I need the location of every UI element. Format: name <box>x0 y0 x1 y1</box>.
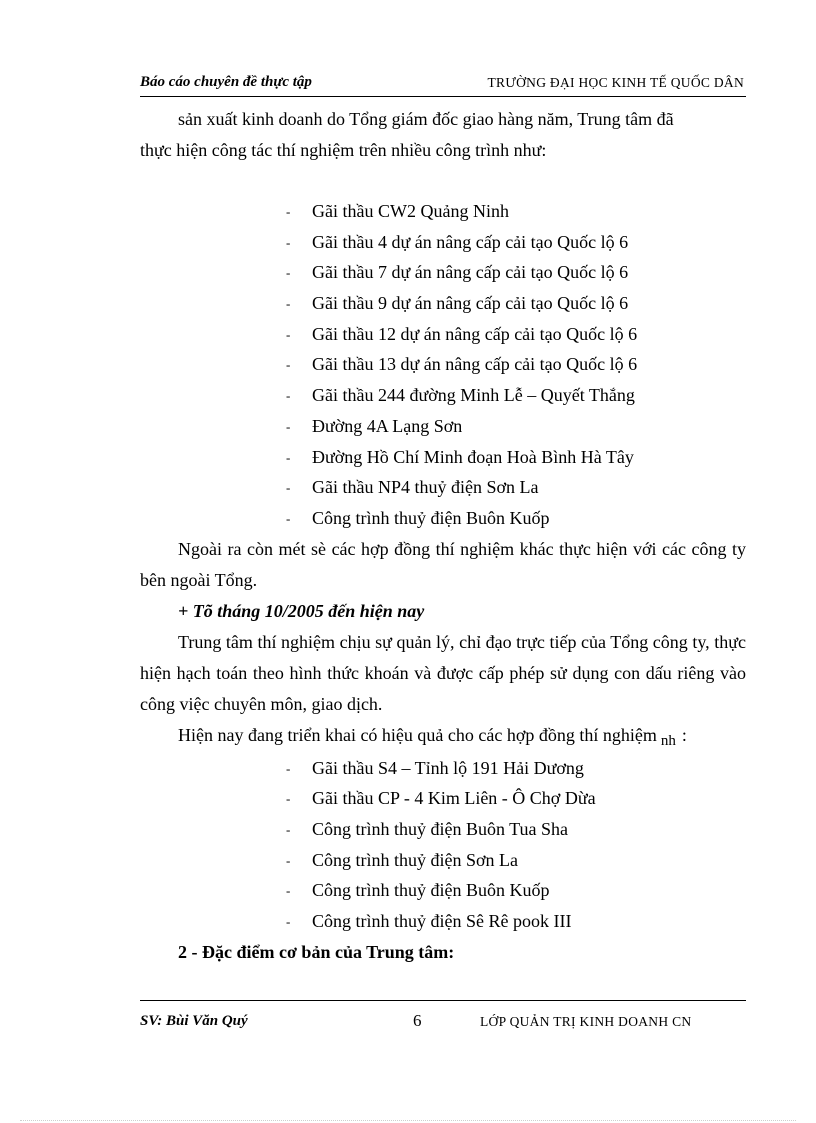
page-header <box>140 72 746 97</box>
project-list-2 <box>140 753 746 937</box>
section-heading-2: 2 - Đặc điểm cơ bản của Trung tâm: <box>178 941 455 962</box>
list-item: - Gãi thầu NP4 thuỷ điện Sơn La <box>140 472 746 503</box>
list-item: - Gãi thầu 244 đường Minh Lễ – Quyết Thắng <box>140 380 746 411</box>
bullet-dash: - <box>286 883 291 899</box>
paragraph-management: Trung tâm thí nghiệm chịu sự quản lý, chỉ đạo trực tiếp của Tổng công ty, thực hiện hạch toán theo hình thức khoán và được cấp phép sử dụng con dấu riêng vào công việc chuyên môn, giao dịch. <box>140 631 746 714</box>
bullet-dash: - <box>286 791 291 807</box>
header-university: TRƯỜNG ĐẠI HỌC KINH TẾ QUỐC DÂN <box>487 75 744 90</box>
list-item: - Đường 4A Lạng Sơn <box>140 411 746 442</box>
list-item: - Gãi thầu 9 dự án nâng cấp cải tạo Quốc lộ 6 <box>140 288 746 319</box>
header-report-title: Báo cáo chuyên đề thực tập <box>140 74 312 90</box>
page-number: 6 <box>413 1011 422 1030</box>
paragraph-other-contracts: Ngoài ra còn mét sè các hợp đồng thí nghiệm khác thực hiện với các công ty bên ngoài Tổng. <box>140 538 746 590</box>
bullet-dash: - <box>286 357 291 373</box>
footer-class-name: LỚP QUẢN TRỊ KINH DOANH CN <box>480 1014 692 1029</box>
bullet-dash: - <box>286 326 291 342</box>
subscript-nh: nh <box>660 732 676 749</box>
bullet-dash: - <box>286 449 291 465</box>
list-item: - Gãi thầu 12 dự án nâng cấp cải tạo Quốc lộ 6 <box>140 319 746 350</box>
bullet-dash: - <box>286 388 291 404</box>
footer-student-name: SV: Bùi Văn Quý <box>140 1013 248 1029</box>
intro-line-2: thực hiện công tác thí nghiệm trên nhiều công trình như: <box>140 140 547 160</box>
list-item: - Gãi thầu CP - 4 Kim Liên - Ô Chợ Dừa <box>140 783 746 814</box>
list-item: - Công trình thuỷ điện Buôn Kuốp <box>140 503 746 534</box>
list-item: - Gãi thầu S4 – Tỉnh lộ 191 Hải Dương <box>140 753 746 784</box>
bullet-dash: - <box>286 296 291 312</box>
project-list-1 <box>140 196 746 534</box>
bullet-dash: - <box>286 418 291 434</box>
bullet-dash: - <box>286 204 291 219</box>
list-item: - Công trình thuỷ điện Sơn La <box>140 845 746 876</box>
bullet-dash: - <box>286 480 291 496</box>
list-item: - Đường Hồ Chí Minh đoạn Hoà Bình Hà Tây <box>140 442 746 473</box>
list-item: - Gãi thầu 4 dự án nâng cấp cải tạo Quốc lộ 6 <box>140 227 746 258</box>
list-item: - Công trình thuỷ điện Buôn Kuốp <box>140 875 746 906</box>
list-item: - Gãi thầu 13 dự án nâng cấp cải tạo Quốc lộ 6 <box>140 349 746 380</box>
page-footer <box>140 1000 746 1031</box>
bullet-dash: - <box>286 914 291 929</box>
page-edge-divider <box>20 1120 796 1121</box>
list-item: - Gãi thầu 7 dự án nâng cấp cải tạo Quốc lộ 6 <box>140 257 746 288</box>
document-body <box>140 104 746 968</box>
intro-line-1: sản xuất kinh doanh do Tổng giám đốc giao hàng năm, Trung tâm đã <box>178 109 674 129</box>
bullet-dash: - <box>286 852 291 868</box>
section-title-period: + Tõ tháng 10/2005 đến hiện nay <box>178 600 425 621</box>
bullet-dash: - <box>286 821 291 837</box>
bullet-dash: - <box>286 265 291 281</box>
bullet-dash: - <box>286 234 291 250</box>
bullet-dash: - <box>286 760 291 776</box>
list-item: - Công trình thuỷ điện Buôn Tua Sha <box>140 814 746 845</box>
paragraph-current-contracts: Hiện nay đang triển khai có hiệu quả cho các hợp đồng thí nghiệm $_{nh}$ : <box>178 724 687 749</box>
bullet-dash: - <box>286 510 291 526</box>
list-item: - Công trình thuỷ điện Sê Rê pook III <box>140 906 746 937</box>
list-item: - Gãi thầu CW2 Quảng Ninh <box>140 196 746 227</box>
